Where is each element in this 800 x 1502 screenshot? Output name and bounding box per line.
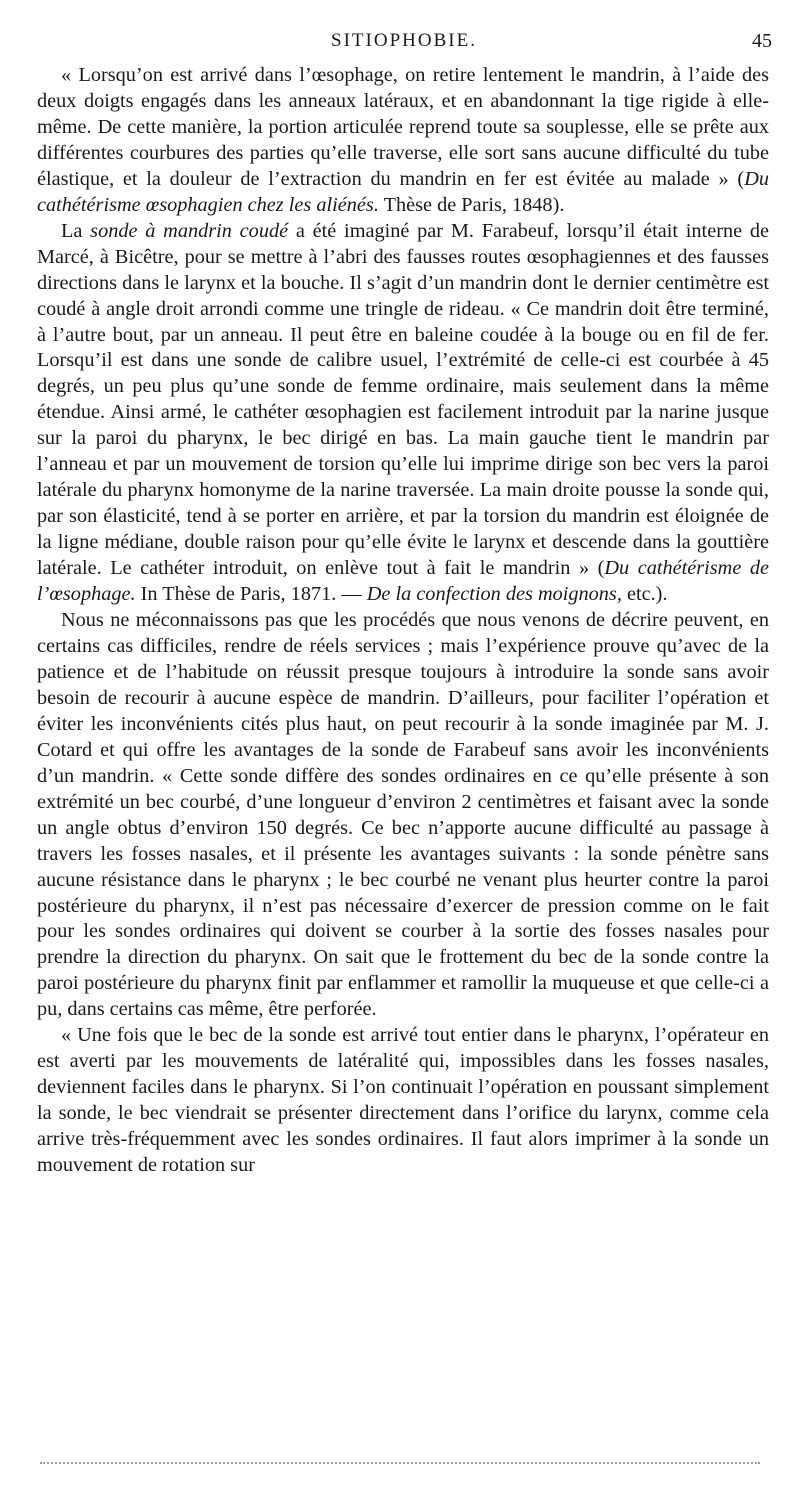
- italic-citation: Du cathétérisme de l’œsophage.: [37, 557, 769, 606]
- running-title: SITIOPHOBIE.: [331, 30, 477, 51]
- running-header: [36, 30, 772, 56]
- text-run: La: [61, 219, 91, 242]
- text-run: « Lorsqu’on est arrivé dans l’œsophage, on retire lentement le mandrin, à l’aide des deux doigts engagés dans les anneaux latéraux, et en abandonnant la tige rigide à elle-même. De cette manière, la portion articulée reprend toute sa souplesse, elle se prête aux différentes courbures des parties qu’elle traverse, elle sort sans aucune difficulté du tube élastique, et la douleur de l’extraction du mandrin en fer est évitée au malade » (: [37, 64, 769, 190]
- italic-term: sonde à mandrin coudé: [90, 219, 289, 242]
- text-run: , etc.).: [616, 583, 668, 606]
- text-run: In Thèse de Paris, 1871. —: [135, 583, 367, 606]
- paragraph: [37, 1023, 769, 1179]
- page-number: 45: [752, 30, 772, 52]
- text-run: Thèse de Paris, 1848).: [378, 193, 565, 216]
- text-run: Nous ne méconnaissons pas que les procédés que nous venons de décrire peuvent, en certains cas difficiles, rendre de réels services ; mais l’expérience prouve qu’avec de la patience et de l’habitude on réussit presque toujours à introduire la sonde sans avoir besoin de recourir à aucune espèce de mandrin. D’ailleurs, pour faciliter l’opération et éviter les inconvénients cités plus haut, on peut recourir à la sonde imaginée par M. J. Cotard et qui offre les avantages de la sonde de Farabeuf sans avoir les inconvénients d’un mandrin. « Cette sonde diffère des sondes ordinaires en ce qu’elle présente à son extrémité un bec courbé, d’une longueur d’environ 2 centimètres et faisant avec la sonde un angle obtus d’environ 150 degrés. Ce bec n’apporte aucune difficulté au passage à travers les fosses nasales, et il présente les avantages suivants : la sonde pénètre sans aucune résistance dans le pharynx ; le bec courbé ne venant plus heurter contre la paroi postérieure du pharynx, il n’est pas nécessaire d’exercer de pression comme on le fait pour les sondes ordinaires qui doivent se courber à la sortie des fosses nasales pour prendre la direction du pharynx. On sait que le frottement du bec de la sonde contre la paroi postérieure du pharynx finit par enflammer et ramollir la muqueuse et que celle-ci a pu, dans certains cas même, être perforée.: [37, 609, 769, 1021]
- italic-citation: Du cathétérisme œsophagien chez les aliénés.: [37, 167, 769, 216]
- italic-citation: De la confection des moignons: [366, 583, 617, 606]
- text-run: « Une fois que le bec de la sonde est arrivé tout entier dans le pharynx, l’opérateur en est averti par les mouvements de latéralité qui, impossibles dans les fosses nasales, deviennent faciles dans le pharynx. Si l’on continuait l’opération en poussant simplement la sonde, le bec viendrait se présenter directement dans l’orifice du larynx, comme cela arrive très-fréquemment avec les sondes ordinaires. Il faut alors imprimer à la sonde un mouvement de rotation sur: [37, 1024, 769, 1177]
- body-text: [37, 63, 769, 1179]
- paragraph: [37, 608, 769, 1023]
- text-run: a été imaginé par M. Farabeuf, lorsqu’il était interne de Marcé, à Bicêtre, pour se mettre à l’abri des fausses routes œsophagiennes et des fausses directions dans le larynx et la bouche. Il s’agit d’un mandrin dont le dernier centimètre est coudé à angle droit arrondi comme une tringle de rideau. « Ce mandrin doit être terminé, à l’autre bout, par un anneau. Il peut être en baleine coudée à la bouge ou en fil de fer. Lorsqu’il est dans une sonde de calibre usuel, l’extrémité de celle-ci est courbée à 45 degrés, un peu plus qu’une sonde de femme ordinaire, mais seulement dans la même étendue. Ainsi armé, le cathéter œsophagien est facilement introduit par la narine jusque sur la paroi du pharynx, le bec dirigé en bas. La main gauche tient le mandrin par l’anneau et par un mouvement de torsion qu’elle lui imprime dirige son bec vers la paroi latérale du pharynx homonyme de la narine traversée. La main droite pousse la sonde qui, par son élasticité, tend à se porter en arrière, et par la torsion du mandrin est éloignée de la ligne médiane, double raison pour qu’elle évite le larynx et descende dans la gouttière latérale. Le cathéter introduit, on enlève tout à fait le mandrin » (: [37, 219, 769, 580]
- footer-dotted-rule: [40, 1462, 760, 1464]
- paragraph: [37, 63, 769, 219]
- paragraph: [37, 219, 769, 608]
